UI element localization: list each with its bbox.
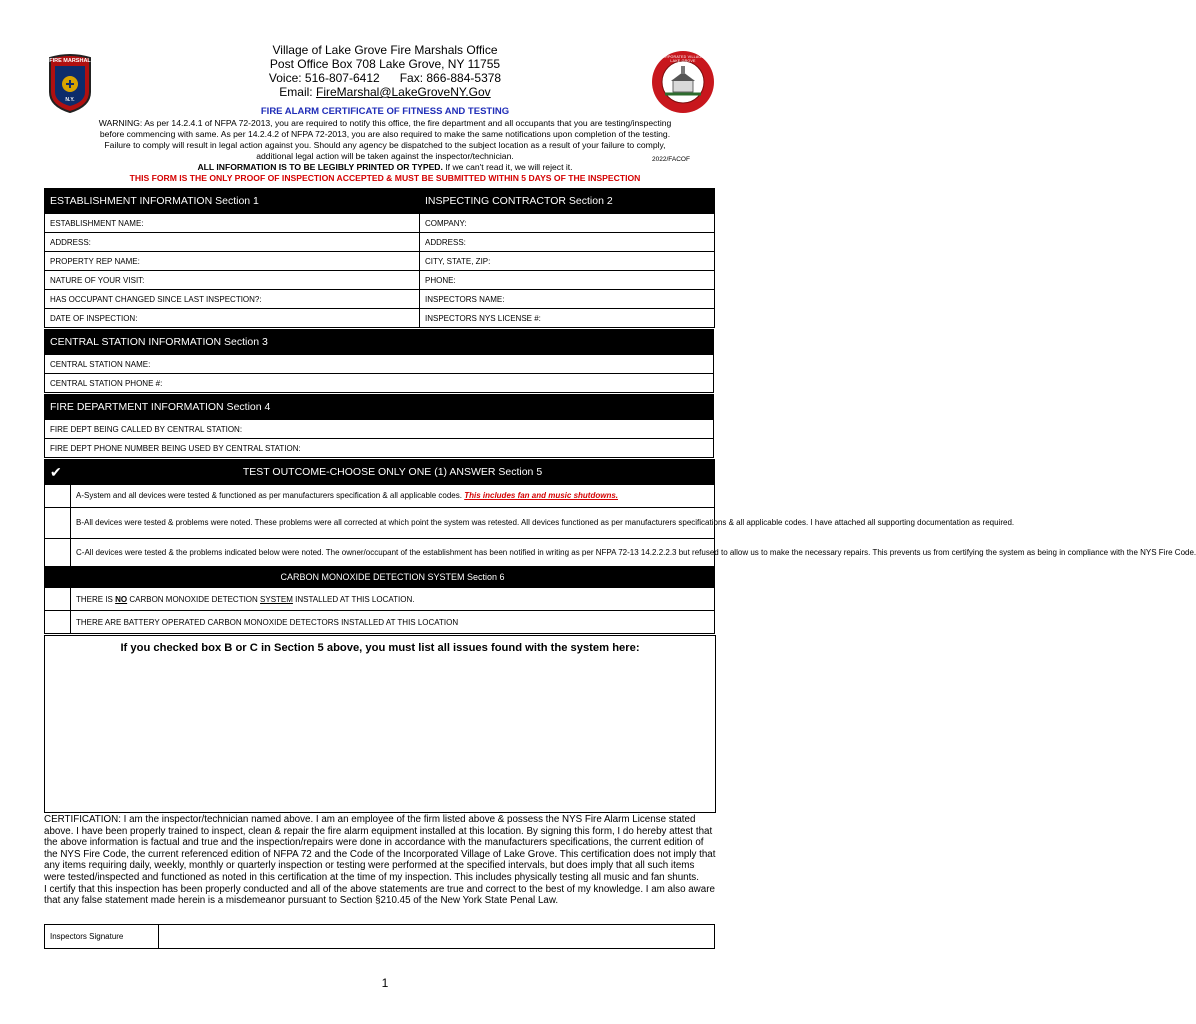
field-occupant-changed[interactable]: HAS OCCUPANT CHANGED SINCE LAST INSPECTION?: bbox=[45, 290, 420, 309]
field-company[interactable]: COMPANY: bbox=[420, 214, 715, 233]
checkbox-no-co-system[interactable] bbox=[45, 588, 71, 611]
warning-line-1: WARNING: As per 14.2.4.1 of NFPA 72-2013, you are required to notify this office, the fire department and all occupants that you are testing/inspecting bbox=[98, 118, 672, 128]
proof-notice: THIS FORM IS THE ONLY PROOF OF INSPECTION ACCEPTED & MUST BE SUBMITTED WITHIN 5 DAYS OF THE INSPECTION bbox=[129, 173, 641, 183]
section4-table bbox=[44, 394, 714, 458]
no-co-word: NO bbox=[115, 594, 128, 604]
option-a-text: A-System and all devices were tested & functioned as per manufacturers specification & all applicable codes. bbox=[76, 491, 462, 500]
section4-header: FIRE DEPARTMENT INFORMATION Section 4 bbox=[45, 395, 714, 420]
field-establishment-name[interactable]: ESTABLISHMENT NAME: bbox=[45, 214, 420, 233]
issues-heading: If you checked box B or C in Section 5 above, you must list all issues found with the system here: bbox=[120, 642, 640, 654]
field-establishment-address[interactable]: ADDRESS: bbox=[45, 233, 420, 252]
email-link[interactable]: FireMarshal@LakeGroveNY.Gov bbox=[315, 85, 491, 99]
section3-header: CENTRAL STATION INFORMATION Section 3 bbox=[45, 330, 714, 355]
no-co-system-word: SYSTEM bbox=[260, 594, 293, 604]
option-a-note: This includes fan and music shutdowns. bbox=[464, 491, 619, 500]
section3-table bbox=[44, 329, 714, 393]
warning-line-4: additional legal action will be taken against the inspector/technician. bbox=[256, 151, 514, 161]
option-b-text: B-All devices were tested & problems were noted. These problems were all corrected at which point the system was retested. All devices functioned as per manufacturers specifications & all applicable codes. I have attached all supporting documentation as required. bbox=[71, 508, 715, 539]
check-header-icon: ✔ bbox=[45, 460, 71, 485]
signature-field[interactable] bbox=[159, 925, 715, 949]
certification-text bbox=[44, 814, 716, 907]
office-address: Post Office Box 708 Lake Grove, NY 11755 bbox=[269, 57, 501, 71]
field-fire-dept-phone[interactable]: FIRE DEPT PHONE NUMBER BEING USED BY CENTRAL STATION: bbox=[45, 439, 714, 458]
office-name: Village of Lake Grove Fire Marshals Office bbox=[272, 43, 498, 57]
field-nature-of-visit[interactable]: NATURE OF YOUR VISIT: bbox=[45, 271, 420, 290]
logo-left-sub: N.Y. bbox=[65, 97, 75, 103]
section5-header: TEST OUTCOME-CHOOSE ONLY ONE (1) ANSWER Section 5 bbox=[71, 460, 715, 485]
option-a-row bbox=[71, 485, 715, 508]
voice-number: Voice: 516-807-6412 bbox=[268, 71, 380, 85]
logo-left-text: FIRE MARSHAL bbox=[49, 58, 91, 64]
signature-label: Inspectors Signature bbox=[45, 925, 159, 949]
checkbox-option-a[interactable] bbox=[45, 485, 71, 508]
no-co-system-text bbox=[71, 588, 715, 611]
battery-co-text: THERE ARE BATTERY OPERATED CARBON MONOXIDE DETECTORS INSTALLED AT THIS LOCATION bbox=[71, 611, 715, 634]
field-fire-dept-called[interactable]: FIRE DEPT BEING CALLED BY CENTRAL STATION: bbox=[45, 420, 714, 439]
field-date-of-inspection[interactable]: DATE OF INSPECTION: bbox=[45, 309, 420, 328]
issues-box[interactable] bbox=[44, 635, 716, 813]
section6-header: CARBON MONOXIDE DETECTION SYSTEM Section 6 bbox=[71, 567, 715, 588]
fax-number: Fax: 866-884-5378 bbox=[399, 71, 502, 85]
sections-5-6-table bbox=[44, 459, 1196, 634]
field-central-station-phone[interactable]: CENTRAL STATION PHONE #: bbox=[45, 374, 714, 393]
field-property-rep-name[interactable]: PROPERTY REP NAME: bbox=[45, 252, 420, 271]
email-label: Email: bbox=[279, 85, 313, 99]
contact-email bbox=[0, 85, 770, 99]
legible-bold: ALL INFORMATION IS TO BE LEGIBLY PRINTED OR TYPED. bbox=[197, 162, 443, 172]
warning-line-2: before commencing with same. As per 14.2.4.2 of NFPA 72-2013, you are also required to make the same notifications upon completion of the testing. bbox=[99, 129, 671, 139]
sections-1-2-table bbox=[44, 188, 715, 328]
section2-header: INSPECTING CONTRACTOR Section 2 bbox=[420, 189, 715, 214]
option-c-text: C-All devices were tested & the problems indicated below were noted. The owner/occupant of the establishment has been notified in writing as per NFPA 72-13 14.2.2.2.3 but refused to allow us to make the necessary repairs. This prevents us from certifying the system as being in compliance with the NYS Fire Code. bbox=[71, 539, 715, 567]
form-code: 2022/FACOF bbox=[652, 156, 690, 163]
field-nys-license[interactable]: INSPECTORS NYS LICENSE #: bbox=[420, 309, 715, 328]
form-title: FIRE ALARM CERTIFICATE OF FITNESS AND TESTING bbox=[260, 106, 510, 117]
field-contractor-address[interactable]: ADDRESS: bbox=[420, 233, 715, 252]
warning-line-3: Failure to comply will result in legal action against you. Should any agency be dispatched to the subject location as a result of your failure to comply, bbox=[104, 140, 666, 150]
no-co-mid: CARBON MONOXIDE DETECTION bbox=[127, 594, 261, 604]
field-central-station-name[interactable]: CENTRAL STATION NAME: bbox=[45, 355, 714, 374]
certification-para-2: I certify that this inspection has been properly conducted and all of the above statements are true and correct to the best of my knowledge. I am also aware that any false statement made herein is a misdemeanor pursuant to Section §210.45 of the New York State Penal Law. bbox=[44, 883, 715, 907]
no-co-pre: THERE IS bbox=[76, 594, 116, 604]
signature-table bbox=[44, 924, 715, 949]
legible-rest: If we can't read it, we will reject it. bbox=[442, 162, 573, 172]
no-co-post: INSTALLED AT THIS LOCATION. bbox=[292, 594, 415, 604]
checkbox-battery-co[interactable] bbox=[45, 611, 71, 634]
checkbox-option-b[interactable] bbox=[45, 508, 71, 539]
page-number: 1 bbox=[381, 976, 389, 990]
section1-header: ESTABLISHMENT INFORMATION Section 1 bbox=[45, 189, 420, 214]
legible-notice bbox=[40, 162, 730, 173]
checkbox-option-c[interactable] bbox=[45, 539, 71, 567]
contact-phones bbox=[0, 71, 770, 85]
section6-header-spacer bbox=[45, 567, 71, 588]
logo-right-text: INCORPORATED VILLAGE OF LAKE GROVE bbox=[655, 55, 711, 63]
field-city-state-zip[interactable]: CITY, STATE, ZIP: bbox=[420, 252, 715, 271]
field-inspectors-name[interactable]: INSPECTORS NAME: bbox=[420, 290, 715, 309]
field-phone[interactable]: PHONE: bbox=[420, 271, 715, 290]
certification-para-1: CERTIFICATION: I am the inspector/technician named above. I am an employee of the firm listed above & possess the NYS Fire Alarm License stated above. I have been properly trained to inspect, clean & repair the fire alarm equipment installed at this location. By signing this form, I do hereby attest that the above information is factual and true and the inspection/repairs were done in accordance with the manufacturers specifications, the current edition of the NYS Fire Code, the current referenced edition of NFPA 72 and the Code of the Incorporated Village of Lake Grove. This certification does not imply that any items requiring daily, weekly, monthly or quarterly inspection or testing were performed at the specified intervals, but does imply that all such items were tested/inspected and functioned as noted in this certification at the time of my inspection. This includes physically testing all music and fan shunts. bbox=[44, 814, 716, 883]
